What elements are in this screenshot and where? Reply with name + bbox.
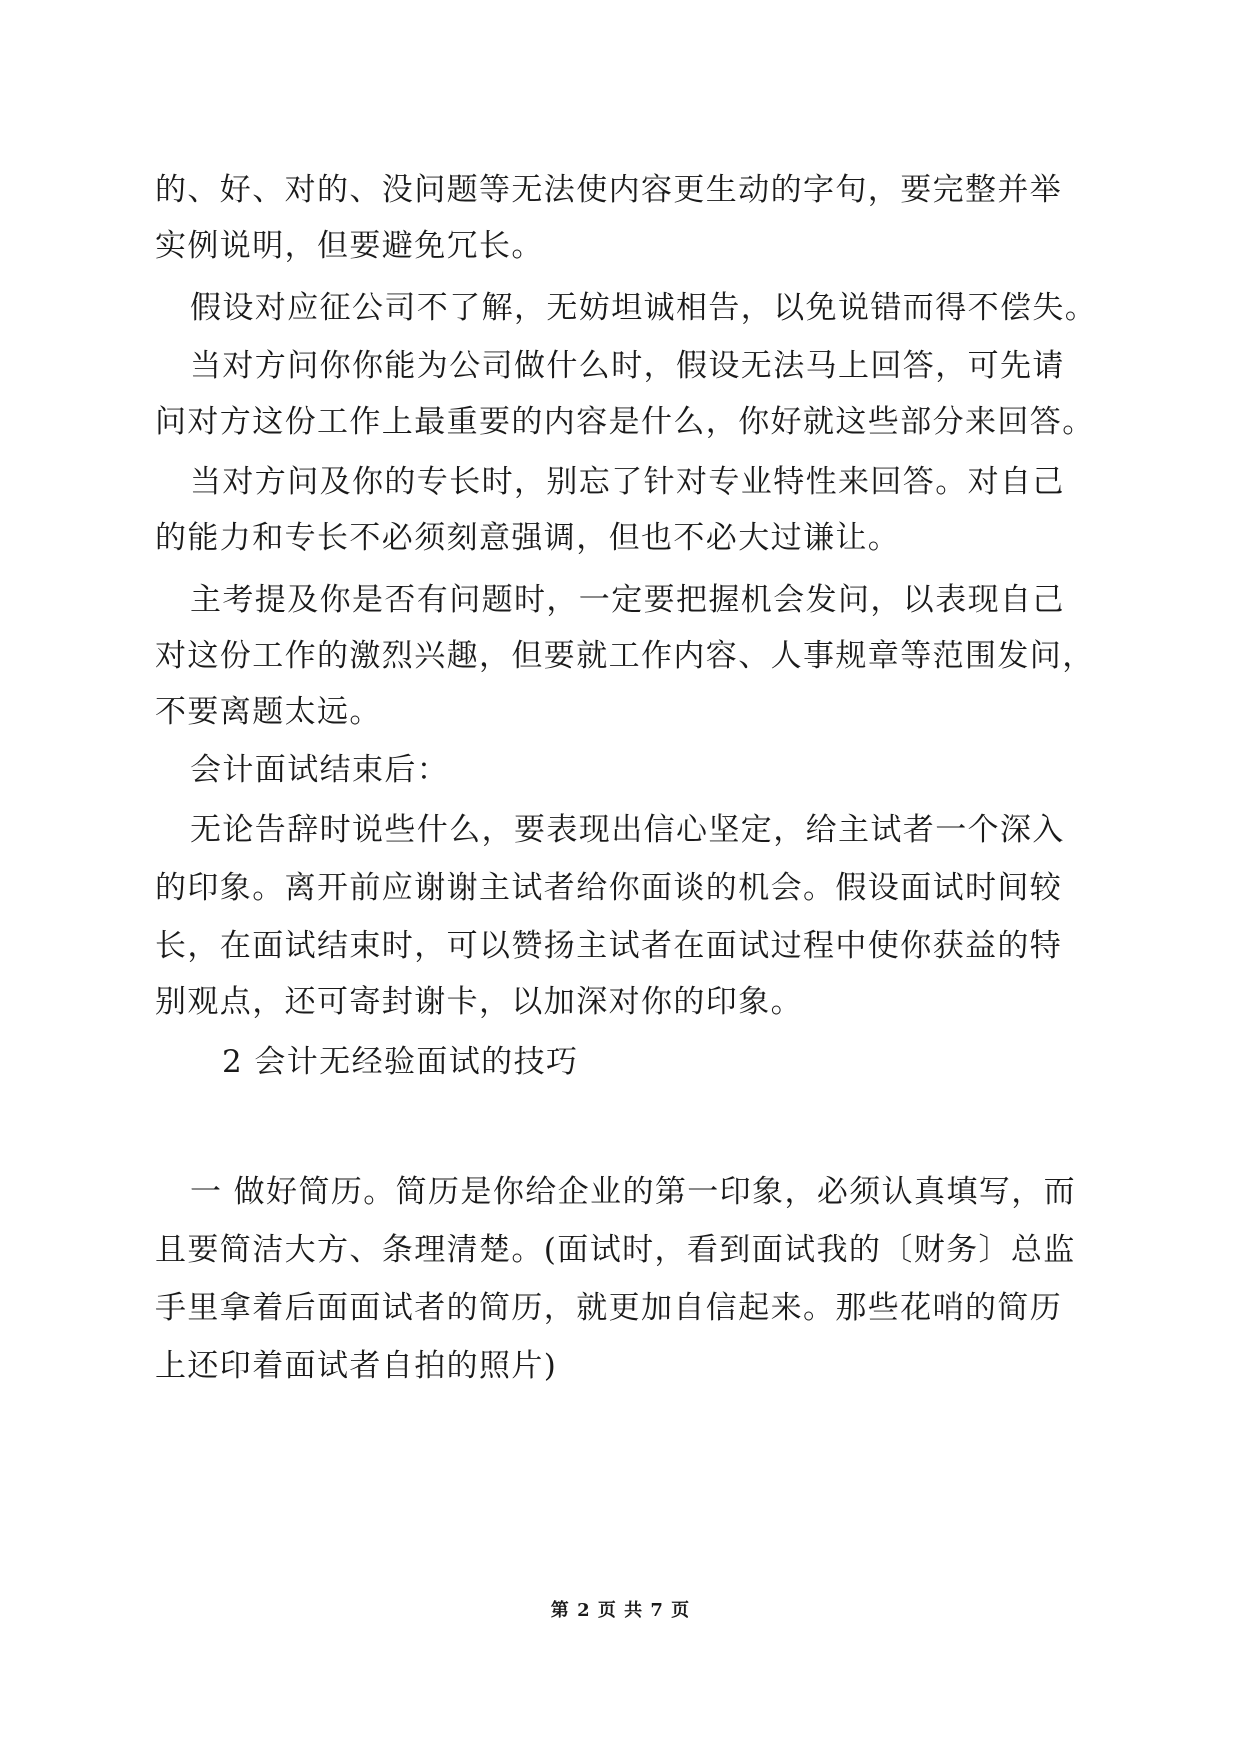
page-number-footer: 第 2 页 共 7 页 [550,1600,691,1621]
body-line: 不要离题太远。 [155,694,382,730]
paragraph-line: 无论告辞时说些什么，要表现出信心坚定，给主试者一个深入 [190,812,1065,848]
body-line: 问对方这份工作上最重要的内容是什么，你好就这些部分来回答。 [155,404,1095,440]
section-heading: 2 会计无经验面试的技巧 [222,1044,579,1080]
body-line: 实例说明，但要避免冗长。 [155,228,544,264]
body-line: 上还印着面试者自拍的照片) [155,1348,558,1384]
section-subtitle: 会计面试结束后： [190,752,450,788]
paragraph-line: 假设对应征公司不了解，无妨坦诚相告，以免说错而得不偿失。 [190,290,1098,326]
body-line: 手里拿着后面面试者的简历，就更加自信起来。那些花哨的简历 [155,1290,1063,1326]
paragraph-line: 一 做好简历。简历是你给企业的第一印象，必须认真填写，而 [190,1174,1077,1210]
body-line: 的、好、对的、没问题等无法使内容更生动的字句，要完整并举 [155,172,1063,208]
body-line: 的能力和专长不必须刻意强调，但也不必大过谦让。 [155,520,901,556]
paragraph-line: 当对方问及你的专长时，别忘了针对专业特性来回答。对自己 [190,464,1065,500]
paragraph-line: 当对方问你你能为公司做什么时，假设无法马上回答，可先请 [190,348,1065,384]
body-line: 对这份工作的激烈兴趣，但要就工作内容、人事规章等范围发问， [155,638,1095,674]
body-line: 别观点，还可寄封谢卡，以加深对你的印象。 [155,984,803,1020]
body-line: 的印象。离开前应谢谢主试者给你面谈的机会。假设面试时间较 [155,870,1063,906]
body-line: 且要简洁大方、条理清楚。(面试时，看到面试我的〔财务〕总监 [155,1232,1076,1268]
body-line: 长，在面试结束时，可以赞扬主试者在面试过程中使你获益的特 [155,928,1063,964]
paragraph-line: 主考提及你是否有问题时，一定要把握机会发问，以表现自己 [190,582,1065,618]
